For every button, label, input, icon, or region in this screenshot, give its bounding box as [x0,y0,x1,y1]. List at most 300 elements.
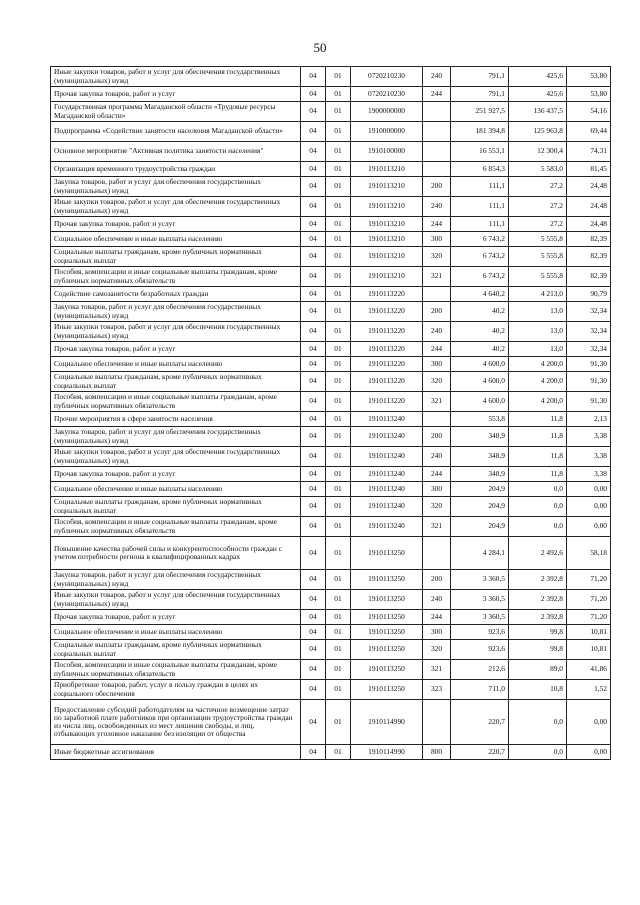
expense-type-code: 240 [423,447,451,467]
subsection-code: 01 [326,482,351,497]
actual-amount: 27,2 [509,177,567,197]
page-number: 50 [313,40,327,55]
target-article-code: 1910113250 [351,590,423,610]
row-name: Основное мероприятие "Активная политика занятости населения" [51,142,301,162]
expense-type-code [423,537,451,570]
row-name: Социальное обеспечение и иные выплаты населению [51,625,301,640]
plan-amount: 4 600,0 [451,357,509,372]
expense-type-code: 240 [423,67,451,87]
actual-amount: 11,8 [509,447,567,467]
target-article-code: 0720210230 [351,67,423,87]
expense-type-code [423,162,451,177]
actual-amount: 5 583,0 [509,162,567,177]
plan-amount: 711,0 [451,680,509,700]
target-article-code: 1910113210 [351,247,423,267]
subsection-code: 01 [326,700,351,745]
target-article-code: 1910113220 [351,342,423,357]
table-row [51,570,611,590]
row-name: Прочая закупка товаров, работ и услуг [51,342,301,357]
actual-amount: 4 200,0 [509,392,567,412]
section-code: 04 [301,497,326,517]
plan-amount: 212,6 [451,660,509,680]
target-article-code: 1910113240 [351,467,423,482]
expense-type-code: 321 [423,267,451,287]
target-article-code: 1910113210 [351,197,423,217]
plan-amount: 791,1 [451,67,509,87]
execution-percent: 91,30 [567,392,611,412]
expense-type-code: 200 [423,570,451,590]
table-row [51,247,611,267]
subsection-code: 01 [326,197,351,217]
row-name: Организация временного трудоустройства граждан [51,162,301,177]
target-article-code: 1900000000 [351,102,423,122]
section-code: 04 [301,162,326,177]
table-row [51,427,611,447]
target-article-code: 1910113240 [351,497,423,517]
expense-type-code [423,102,451,122]
execution-percent: 24,48 [567,217,611,232]
subsection-code: 01 [326,342,351,357]
plan-amount: 923,6 [451,625,509,640]
row-name: Прочая закупка товаров, работ и услуг [51,87,301,102]
actual-amount: 27,2 [509,217,567,232]
execution-percent: 54,16 [567,102,611,122]
execution-percent: 71,20 [567,610,611,625]
execution-percent: 53,80 [567,67,611,87]
actual-amount: 2 492,6 [509,537,567,570]
expense-type-code: 321 [423,660,451,680]
subsection-code: 01 [326,467,351,482]
target-article-code: 1910113240 [351,517,423,537]
subsection-code: 01 [326,447,351,467]
section-code: 04 [301,122,326,142]
expense-type-code: 320 [423,372,451,392]
target-article-code: 1910113250 [351,625,423,640]
expense-type-code [423,700,451,745]
table-row [51,625,611,640]
execution-percent: 2,13 [567,412,611,427]
plan-amount: 6 854,3 [451,162,509,177]
subsection-code: 01 [326,625,351,640]
target-article-code: 1910113240 [351,447,423,467]
row-name: Закупка товаров, работ и услуг для обеспечения государственных (муниципальных) нужд [51,427,301,447]
section-code: 04 [301,610,326,625]
plan-amount: 40,2 [451,302,509,322]
table-row [51,267,611,287]
expense-type-code: 320 [423,640,451,660]
table-row [51,357,611,372]
execution-percent: 0,00 [567,517,611,537]
expense-type-code: 320 [423,497,451,517]
subsection-code: 01 [326,267,351,287]
expense-type-code [423,287,451,302]
target-article-code: 1910113240 [351,412,423,427]
subsection-code: 01 [326,287,351,302]
plan-amount: 220,7 [451,745,509,760]
table-row [51,517,611,537]
subsection-code: 01 [326,67,351,87]
target-article-code: 1910000000 [351,122,423,142]
row-name: Приобретение товаров, работ, услуг в пользу граждан в целях их социального обеспечения [51,680,301,700]
row-name: Подпрограмма «Содействие занятости населения Магаданской области» [51,122,301,142]
row-name: Прочая закупка товаров, работ и услуг [51,467,301,482]
section-code: 04 [301,392,326,412]
subsection-code: 01 [326,302,351,322]
plan-amount: 348,9 [451,467,509,482]
section-code: 04 [301,447,326,467]
section-code: 04 [301,302,326,322]
execution-percent: 82,39 [567,267,611,287]
plan-amount: 16 553,1 [451,142,509,162]
execution-percent: 0,00 [567,745,611,760]
execution-percent: 90,79 [567,287,611,302]
section-code: 04 [301,287,326,302]
expense-type-code [423,142,451,162]
expense-type-code: 200 [423,427,451,447]
plan-amount: 6 743,2 [451,247,509,267]
subsection-code: 01 [326,122,351,142]
subsection-code: 01 [326,177,351,197]
target-article-code: 1910114990 [351,700,423,745]
actual-amount: 99,8 [509,625,567,640]
execution-percent: 3,38 [567,447,611,467]
subsection-code: 01 [326,497,351,517]
subsection-code: 01 [326,232,351,247]
execution-percent: 82,39 [567,247,611,267]
section-code: 04 [301,197,326,217]
row-name: Социальные выплаты гражданам, кроме публичных нормативных социальных выплат [51,497,301,517]
plan-amount: 40,2 [451,322,509,342]
plan-amount: 204,9 [451,497,509,517]
actual-amount: 5 555,8 [509,247,567,267]
actual-amount: 4 213,0 [509,287,567,302]
target-article-code: 1910113220 [351,302,423,322]
target-article-code: 1910113210 [351,232,423,247]
row-name: Социальное обеспечение и иные выплаты населению [51,357,301,372]
table-row [51,197,611,217]
actual-amount: 4 200,0 [509,357,567,372]
execution-percent: 53,80 [567,87,611,102]
row-name: Пособия, компенсации и иные социальные выплаты гражданам, кроме публичных нормативных обязательств [51,392,301,412]
execution-percent: 69,44 [567,122,611,142]
target-article-code: 1910113240 [351,427,423,447]
subsection-code: 01 [326,680,351,700]
subsection-code: 01 [326,162,351,177]
table-row [51,590,611,610]
section-code: 04 [301,142,326,162]
execution-percent: 24,48 [567,197,611,217]
target-article-code: 1910113250 [351,570,423,590]
plan-amount: 4 284,1 [451,537,509,570]
table-row [51,302,611,322]
execution-percent: 1,52 [567,680,611,700]
execution-percent: 91,30 [567,357,611,372]
actual-amount: 0,0 [509,745,567,760]
section-code: 04 [301,372,326,392]
expense-type-code: 244 [423,87,451,102]
plan-amount: 348,9 [451,427,509,447]
table-row [51,700,611,745]
target-article-code: 1910113220 [351,322,423,342]
subsection-code: 01 [326,412,351,427]
section-code: 04 [301,67,326,87]
section-code: 04 [301,590,326,610]
row-name: Социальное обеспечение и иные выплаты населению [51,482,301,497]
subsection-code: 01 [326,517,351,537]
subsection-code: 01 [326,392,351,412]
plan-amount: 6 743,2 [451,232,509,247]
table-row [51,177,611,197]
plan-amount: 553,8 [451,412,509,427]
expense-type-code: 244 [423,342,451,357]
section-code: 04 [301,247,326,267]
plan-amount: 3 360,5 [451,610,509,625]
subsection-code: 01 [326,610,351,625]
plan-amount: 4 600,0 [451,392,509,412]
actual-amount: 0,0 [509,482,567,497]
actual-amount: 13,0 [509,342,567,357]
expense-type-code: 244 [423,217,451,232]
actual-amount: 13,0 [509,322,567,342]
plan-amount: 111,1 [451,197,509,217]
execution-percent: 74,31 [567,142,611,162]
execution-percent: 0,00 [567,497,611,517]
subsection-code: 01 [326,142,351,162]
row-name: Иные закупки товаров, работ и услуг для обеспечения государственных (муниципальных) нужд [51,67,301,87]
target-article-code: 1910100000 [351,142,423,162]
plan-amount: 181 394,8 [451,122,509,142]
target-article-code: 1910113250 [351,660,423,680]
row-name: Пособия, компенсации и иные социальные выплаты гражданам, кроме публичных нормативных обязательств [51,660,301,680]
target-article-code: 1910113220 [351,392,423,412]
section-code: 04 [301,745,326,760]
actual-amount: 2 392,8 [509,610,567,625]
table-row [51,447,611,467]
section-code: 04 [301,660,326,680]
actual-amount: 11,8 [509,467,567,482]
table-row [51,392,611,412]
expense-type-code: 321 [423,517,451,537]
actual-amount: 425,6 [509,67,567,87]
row-name: Закупка товаров, работ и услуг для обеспечения государственных (муниципальных) нужд [51,302,301,322]
actual-amount: 13,0 [509,302,567,322]
subsection-code: 01 [326,372,351,392]
row-name: Прочая закупка товаров, работ и услуг [51,217,301,232]
actual-amount: 425,6 [509,87,567,102]
target-article-code: 1910113210 [351,177,423,197]
expense-type-code: 200 [423,177,451,197]
section-code: 04 [301,640,326,660]
section-code: 04 [301,482,326,497]
subsection-code: 01 [326,537,351,570]
subsection-code: 01 [326,745,351,760]
target-article-code: 1910114990 [351,745,423,760]
subsection-code: 01 [326,322,351,342]
table-row [51,67,611,87]
section-code: 04 [301,570,326,590]
subsection-code: 01 [326,427,351,447]
table-row [51,102,611,122]
plan-amount: 220,7 [451,700,509,745]
target-article-code: 1910113220 [351,287,423,302]
budget-table [50,66,611,760]
table-row [51,142,611,162]
table-row [51,497,611,517]
table-row [51,537,611,570]
section-code: 04 [301,517,326,537]
actual-amount: 10,8 [509,680,567,700]
table-row [51,372,611,392]
section-code: 04 [301,467,326,482]
actual-amount: 0,0 [509,497,567,517]
execution-percent: 24,48 [567,177,611,197]
table-row [51,287,611,302]
execution-percent: 71,20 [567,570,611,590]
execution-percent: 71,20 [567,590,611,610]
execution-percent: 58,18 [567,537,611,570]
expense-type-code: 323 [423,680,451,700]
plan-amount: 923,6 [451,640,509,660]
subsection-code: 01 [326,217,351,232]
expense-type-code: 300 [423,232,451,247]
target-article-code: 1910113210 [351,162,423,177]
row-name: Закупка товаров, работ и услуг для обеспечения государственных (муниципальных) нужд [51,570,301,590]
target-article-code: 0720210230 [351,87,423,102]
expense-type-code [423,412,451,427]
table-row [51,87,611,102]
plan-amount: 204,9 [451,482,509,497]
section-code: 04 [301,537,326,570]
execution-percent: 10,81 [567,625,611,640]
execution-percent: 0,00 [567,700,611,745]
plan-amount: 204,9 [451,517,509,537]
table-row [51,660,611,680]
table-row [51,745,611,760]
table-row [51,232,611,247]
subsection-code: 01 [326,102,351,122]
subsection-code: 01 [326,660,351,680]
target-article-code: 1910113210 [351,217,423,232]
section-code: 04 [301,177,326,197]
table-row [51,412,611,427]
row-name: Пособия, компенсации и иные социальные выплаты гражданам, кроме публичных нормативных обязательств [51,517,301,537]
execution-percent: 82,39 [567,232,611,247]
actual-amount: 5 555,8 [509,267,567,287]
table-row [51,467,611,482]
expense-type-code: 300 [423,625,451,640]
row-name: Иные бюджетные ассигнования [51,745,301,760]
section-code: 04 [301,625,326,640]
actual-amount: 99,8 [509,640,567,660]
actual-amount: 136 437,5 [509,102,567,122]
actual-amount: 12 300,4 [509,142,567,162]
section-code: 04 [301,232,326,247]
actual-amount: 0,0 [509,700,567,745]
row-name: Повышение качества рабочей силы и конкурентоспособности граждан с учетом потребности региона в квалифицированных кадрах [51,537,301,570]
section-code: 04 [301,357,326,372]
target-article-code: 1910113250 [351,610,423,625]
actual-amount: 11,8 [509,412,567,427]
row-name: Содействие самозанятости безработных граждан [51,287,301,302]
table-row [51,680,611,700]
section-code: 04 [301,102,326,122]
expense-type-code: 244 [423,467,451,482]
subsection-code: 01 [326,590,351,610]
plan-amount: 40,2 [451,342,509,357]
plan-amount: 3 360,5 [451,570,509,590]
section-code: 04 [301,412,326,427]
expense-type-code: 320 [423,247,451,267]
row-name: Прочая закупка товаров, работ и услуг [51,610,301,625]
plan-amount: 791,1 [451,87,509,102]
expense-type-code: 240 [423,590,451,610]
execution-percent: 10,81 [567,640,611,660]
plan-amount: 111,1 [451,217,509,232]
table-row [51,640,611,660]
section-code: 04 [301,322,326,342]
expense-type-code: 244 [423,610,451,625]
subsection-code: 01 [326,87,351,102]
row-name: Пособия, компенсации и иные социальные выплаты гражданам, кроме публичных нормативных обязательств [51,267,301,287]
actual-amount: 5 555,8 [509,232,567,247]
actual-amount: 2 392,8 [509,570,567,590]
plan-amount: 251 927,5 [451,102,509,122]
expense-type-code: 200 [423,302,451,322]
table-row [51,162,611,177]
plan-amount: 6 743,2 [451,267,509,287]
expense-type-code [423,122,451,142]
expense-type-code: 240 [423,322,451,342]
target-article-code: 1910113220 [351,357,423,372]
expense-type-code: 240 [423,197,451,217]
target-article-code: 1910113250 [351,640,423,660]
table-row [51,122,611,142]
execution-percent: 32,34 [567,322,611,342]
actual-amount: 125 963,8 [509,122,567,142]
row-name: Предоставление субсидий работодателям на частичное возмещение затрат по заработной плате работников при организации трудоустройства граждан из числа лиц, освобожденных из мест лишения свободы, и лиц, отбывающих уголовное наказание без изоляции от общества [51,700,301,745]
subsection-code: 01 [326,357,351,372]
execution-percent: 3,38 [567,427,611,447]
actual-amount: 2 392,8 [509,590,567,610]
table-row [51,610,611,625]
row-name: Социальные выплаты гражданам, кроме публичных нормативных социальных выплат [51,372,301,392]
plan-amount: 4 640,2 [451,287,509,302]
row-name: Закупка товаров, работ и услуг для обеспечения государственных (муниципальных) нужд [51,177,301,197]
section-code: 04 [301,217,326,232]
target-article-code: 1910113240 [351,482,423,497]
table-row [51,217,611,232]
row-name: Иные закупки товаров, работ и услуг для обеспечения государственных (муниципальных) нужд [51,197,301,217]
row-name: Иные закупки товаров, работ и услуг для обеспечения государственных (муниципальных) нужд [51,447,301,467]
row-name: Социальные выплаты гражданам, кроме публичных нормативных социальных выплат [51,640,301,660]
actual-amount: 11,8 [509,427,567,447]
expense-type-code: 300 [423,482,451,497]
actual-amount: 89,0 [509,660,567,680]
plan-amount: 111,1 [451,177,509,197]
execution-percent: 0,00 [567,482,611,497]
target-article-code: 1910113210 [351,267,423,287]
subsection-code: 01 [326,247,351,267]
execution-percent: 32,34 [567,342,611,357]
table-row [51,482,611,497]
target-article-code: 1910113250 [351,537,423,570]
section-code: 04 [301,87,326,102]
row-name: Иные закупки товаров, работ и услуг для обеспечения государственных (муниципальных) нужд [51,590,301,610]
expense-type-code: 800 [423,745,451,760]
row-name: Иные закупки товаров, работ и услуг для обеспечения государственных (муниципальных) нужд [51,322,301,342]
plan-amount: 4 600,0 [451,372,509,392]
table-row [51,322,611,342]
